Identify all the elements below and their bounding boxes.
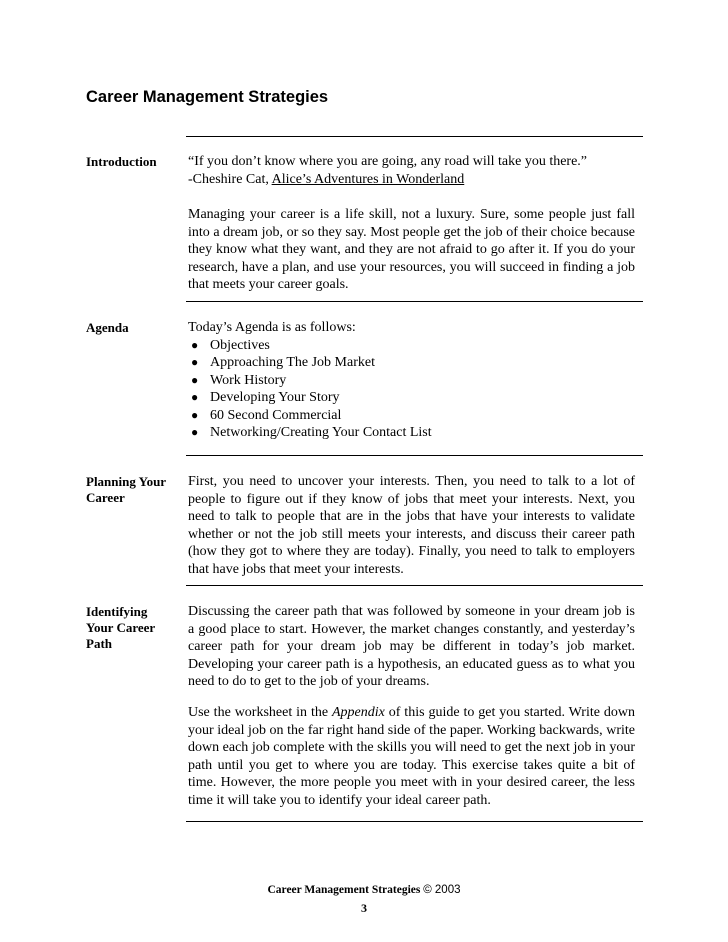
attribution-prefix: -Cheshire Cat, — [188, 171, 272, 187]
planning-paragraph: First, you need to uncover your interests. Then, you need to talk to a lot of people to figure out if they know of jobs that meet your interests. Next, you need to talk to people that are in the jobs that have your interests to validate whether or not the job still meets your interests, and discuss their career path (how they got to where they are today). Finally, you need to talk to employers that have jobs that meet your interests. — [188, 474, 635, 577]
agenda-item: ● Networking/Creating Your Contact List — [191, 425, 432, 441]
agenda-label: Agenda — [86, 320, 129, 335]
bullet-icon: ● — [191, 372, 199, 387]
page-number: 3 — [361, 901, 367, 915]
introduction-quote: “If you don’t know where you are going, any road will take you there.” — [188, 154, 588, 169]
section-divider — [186, 136, 643, 137]
agenda-list — [188, 337, 635, 442]
attribution-book-title: Alice’s Adventures in Wonderland — [271, 171, 465, 187]
bullet-icon: ● — [191, 425, 199, 440]
footer-copyright: © 2003 — [423, 884, 461, 896]
appendix-reference: Appendix — [331, 705, 385, 720]
bullet-icon: ● — [191, 337, 199, 352]
identifying-paragraph-1: Discussing the career path that was followed by someone in your dream job is a good place to start. However, the market changes constantly, and yesterday’s career path for your dream job may be different in today’s job market. Developing your career path is a hypothesis, an educated guess as to what you need to do to get to the job of your dreams. — [188, 604, 635, 690]
agenda-item: ● Developing Your Story — [191, 390, 340, 406]
bullet-icon: ● — [191, 407, 199, 422]
agenda-block — [188, 319, 635, 442]
identifying-label: Identifying Your Career Path — [86, 604, 156, 651]
planning-label: Planning Your Career — [86, 474, 167, 505]
bullet-icon: ● — [191, 390, 199, 405]
bullet-icon: ● — [191, 355, 199, 370]
introduction-attribution — [188, 171, 635, 189]
footer-title: Career Management Strategies — [267, 884, 424, 896]
section-divider — [186, 455, 643, 456]
agenda-item: ● Work History — [191, 372, 287, 388]
section-divider — [186, 585, 643, 586]
introduction-paragraph: Managing your career is a life skill, not a luxury. Sure, some people just fall into a dream job, or so they say. Most people get the job of their choice because they know what they want, and they are not afraid to go after it. If you do your research, have a plan, and use your resources, you will succeed in finding a job that meets your career goals. — [188, 207, 635, 293]
agenda-item: ● Approaching The Job Market — [191, 355, 375, 371]
identifying-paragraph-2: Use the worksheet in the Appendix of this guide to get you started. Write down your ideal job on the far right hand side of the paper. Working backwards, write down each job complete with the skills you will need to get the next job in your path until you get to where you are today. This exercise takes quite a bit of time. However, the more people you meet with in your desired career, the less time it will take you to identify your ideal career path. — [188, 705, 635, 808]
page-footer — [0, 884, 728, 896]
introduction-quote-block — [188, 153, 635, 188]
page-title: Career Management Strategies — [86, 88, 329, 106]
agenda-item: ● Objectives — [191, 337, 270, 353]
agenda-item: ● 60 Second Commercial — [191, 407, 342, 423]
introduction-label: Introduction — [86, 154, 157, 169]
section-divider — [186, 301, 643, 302]
section-divider — [186, 821, 643, 822]
agenda-intro: Today’s Agenda is as follows: — [188, 320, 356, 335]
